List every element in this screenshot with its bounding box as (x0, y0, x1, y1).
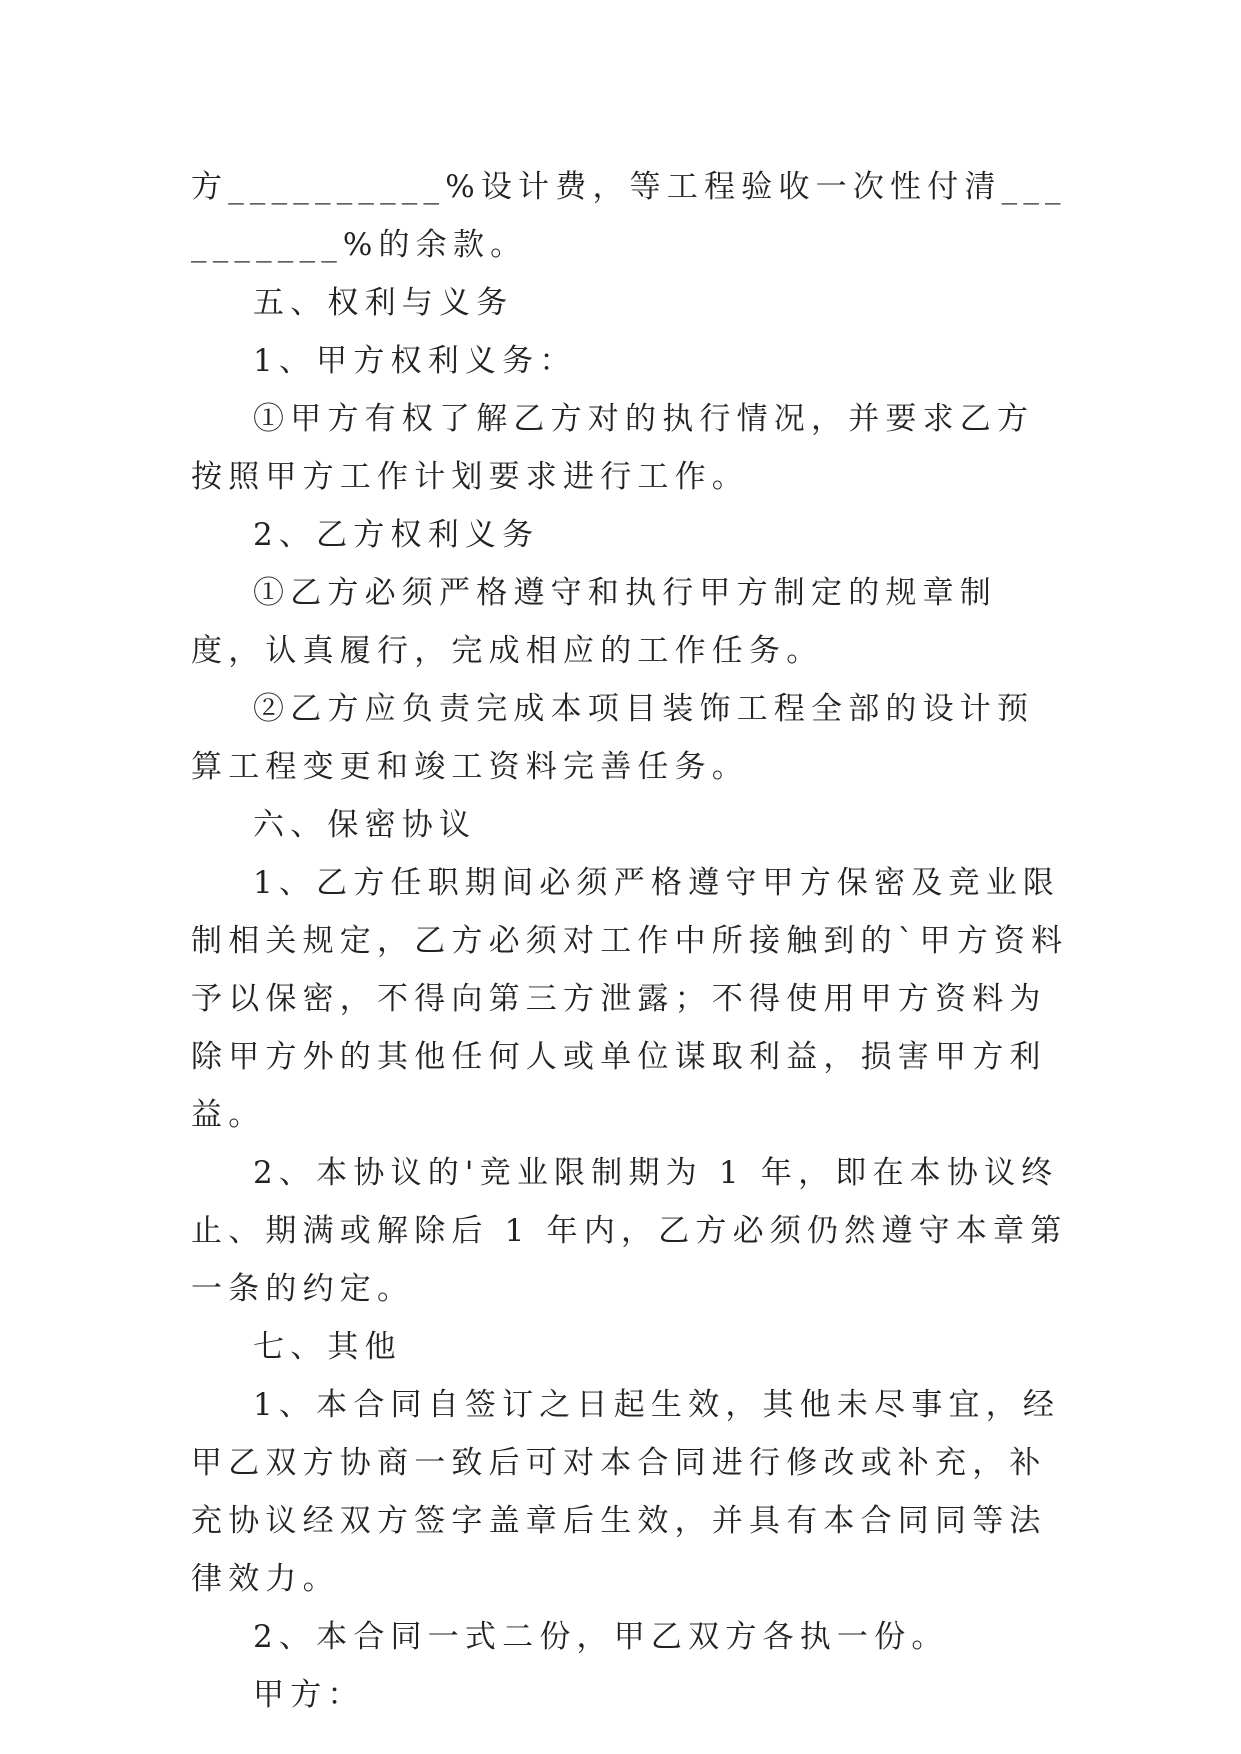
paragraph-party-b-duty-1: ①乙方必须严格遵守和执行甲方制定的规章制度，认真履行，完成相应的工作任务。 (191, 575, 997, 669)
subheading-party-b-rights: 2、乙方权利义务 (253, 517, 540, 553)
section-heading-rights-obligations: 五、权利与义务 (253, 285, 514, 321)
signature-party-a-label: 甲方： (253, 1677, 365, 1713)
paragraph-other-1: 1、本合同自签订之日起生效，其他未尽事宜，经甲乙双方协商一致后可对本合同进行修改或补充，补充协议经双方签字盖章后生效，并具有本合同同等法律效力。 (191, 1387, 1061, 1597)
section-heading-other: 七、其他 (253, 1329, 402, 1365)
paragraph-party-b-duty-2: ②乙方应负责完成本项目装饰工程全部的设计预算工程变更和竣工资料完善任务。 (191, 691, 1035, 785)
paragraph-confidentiality-1: 1、乙方任职期间必须严格遵守甲方保密及竞业限制相关规定，乙方必须对工作中所接触到的`甲方资料予以保密，不得向第三方泄露；不得使用甲方资料为除甲方外的其他任何人或单位谋取利益，损害甲方利益。 (191, 865, 1069, 1133)
subheading-party-a-rights: 1、甲方权利义务： (253, 343, 577, 379)
document-body (191, 158, 1071, 1724)
paragraph-confidentiality-2: 2、本协议的'竞业限制期为 1 年，即在本协议终止、期满或解除后 1 年内，乙方必须仍然遵守本章第一条的约定。 (191, 1155, 1068, 1307)
paragraph-fee-balance: 方__________%设计费，等工程验收一次性付清__________%的余款。 (191, 169, 1067, 263)
paragraph-other-2: 2、本合同一式二份，甲乙双方各执一份。 (253, 1619, 949, 1655)
paragraph-party-a-right-1: ①甲方有权了解乙方对的执行情况，并要求乙方按照甲方工作计划要求进行工作。 (191, 401, 1035, 495)
section-heading-confidentiality: 六、保密协议 (253, 807, 477, 843)
